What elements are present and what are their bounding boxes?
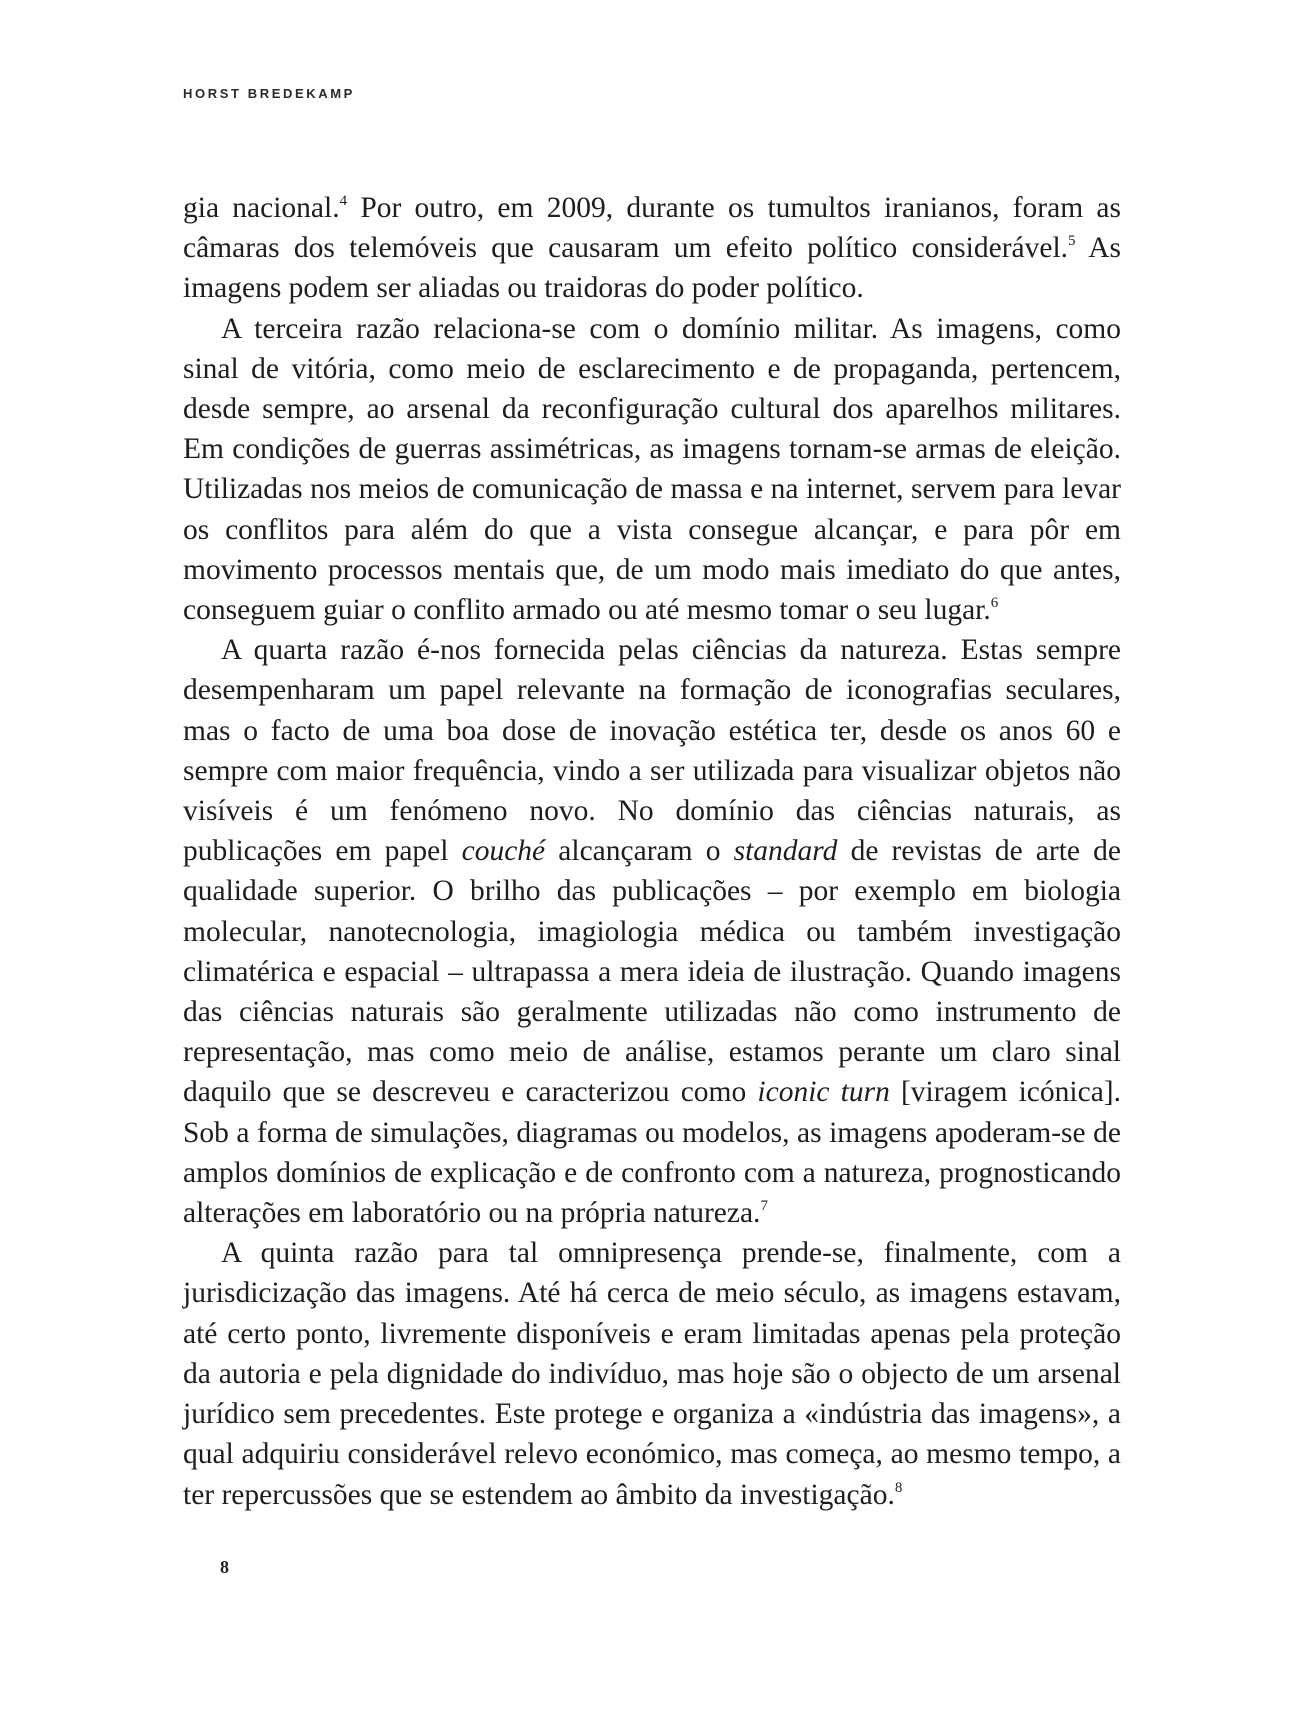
running-head: HORST BREDEKAMP xyxy=(183,86,355,101)
paragraph-1 xyxy=(183,188,1121,309)
italic-term: standard xyxy=(733,835,838,868)
footnote-ref: 4 xyxy=(339,193,348,209)
body-text xyxy=(183,188,1121,1515)
footnote-ref: 7 xyxy=(760,1198,768,1215)
italic-term: iconic turn xyxy=(757,1076,890,1109)
page-number: 8 xyxy=(220,1557,229,1577)
footnote-ref: 5 xyxy=(1068,233,1076,250)
paragraph-2 xyxy=(183,309,1121,631)
paragraph-4 xyxy=(183,1233,1121,1514)
text-run: alcançaram o xyxy=(545,835,734,868)
text-run: de revistas de arte de qualidade superior. O brilho das publicações – por exemplo em biologia molecular, nanotecnologia, imagiologia médica ou também investigação climatérica e espacial – ultrapassa a mera ideia de ilustração. Quando imagens das ciências naturais são geralmente utilizadas não como instrumento de representação, mas como meio de análise, estamos perante um claro sinal daquilo que se descreveu e caracterizou como xyxy=(183,835,1121,1109)
text-run: A quinta razão para tal omnipresença prende-se, finalmente, com a jurisdicização das imagens. Até há cerca de meio século, as imagens estavam, até certo ponto, livremente disponíveis e eram limitadas apenas pela proteção da autoria e pela dignidade do indivíduo, mas hoje são o objecto de um arsenal jurídico sem precedentes. Este protege e organiza a «indústria das imagens», a qual adquiriu considerável relevo económico, mas começa, ao mesmo tempo, a ter repercussões que se estendem ao âmbito da investigação. xyxy=(183,1237,1121,1511)
text-run: gia nacional. xyxy=(183,192,340,224)
footnote-ref: 8 xyxy=(894,1479,903,1496)
paragraph-3 xyxy=(183,630,1121,1233)
italic-term: couché xyxy=(461,835,546,868)
text-run: As imagens podem ser aliadas ou traidoras do poder político. xyxy=(183,232,1121,305)
text-run: Por outro, em 2009, durante os tumultos iranianos, foram as câmaras dos telemóveis que causaram um efeito político considerável. xyxy=(183,192,1121,265)
footnote-ref: 6 xyxy=(990,595,999,612)
text-run: [viragem icónica]. Sob a forma de simulações, diagramas ou modelos, as imagens apoderam-se de amplos domínios de explicação e de confronto com a natureza, prognosticando alterações em laboratório ou na própria natureza. xyxy=(183,1076,1121,1230)
text-run: A terceira razão relaciona-se com o domínio militar. As imagens, como sinal de vitória, como meio de esclarecimento e de propaganda, pertencem, desde sempre, ao arsenal da reconfiguração cultural dos aparelhos militares. Em condições de guerras assimétricas, as imagens tornam-se armas de eleição. Utilizadas nos meios de comunicação de massa e na internet, servem para levar os conflitos para além do que a vista consegue alcançar, e para pôr em movimento processos mentais que, de um modo mais imediato do que antes, conseguem guiar o conflito armado ou até mesmo tomar o seu lugar. xyxy=(183,312,1121,627)
text-run: A quarta razão é-nos fornecida pelas ciências da natureza. Estas sempre desempenharam um papel relevante na formação de iconografias seculares, mas o facto de uma boa dose de inovação estética ter, desde os anos 60 e sempre com maior frequência, vindo a ser utilizada para visualizar objetos não visíveis é um fenómeno novo. No domínio das ciências naturais, as publicações em papel xyxy=(183,634,1121,868)
